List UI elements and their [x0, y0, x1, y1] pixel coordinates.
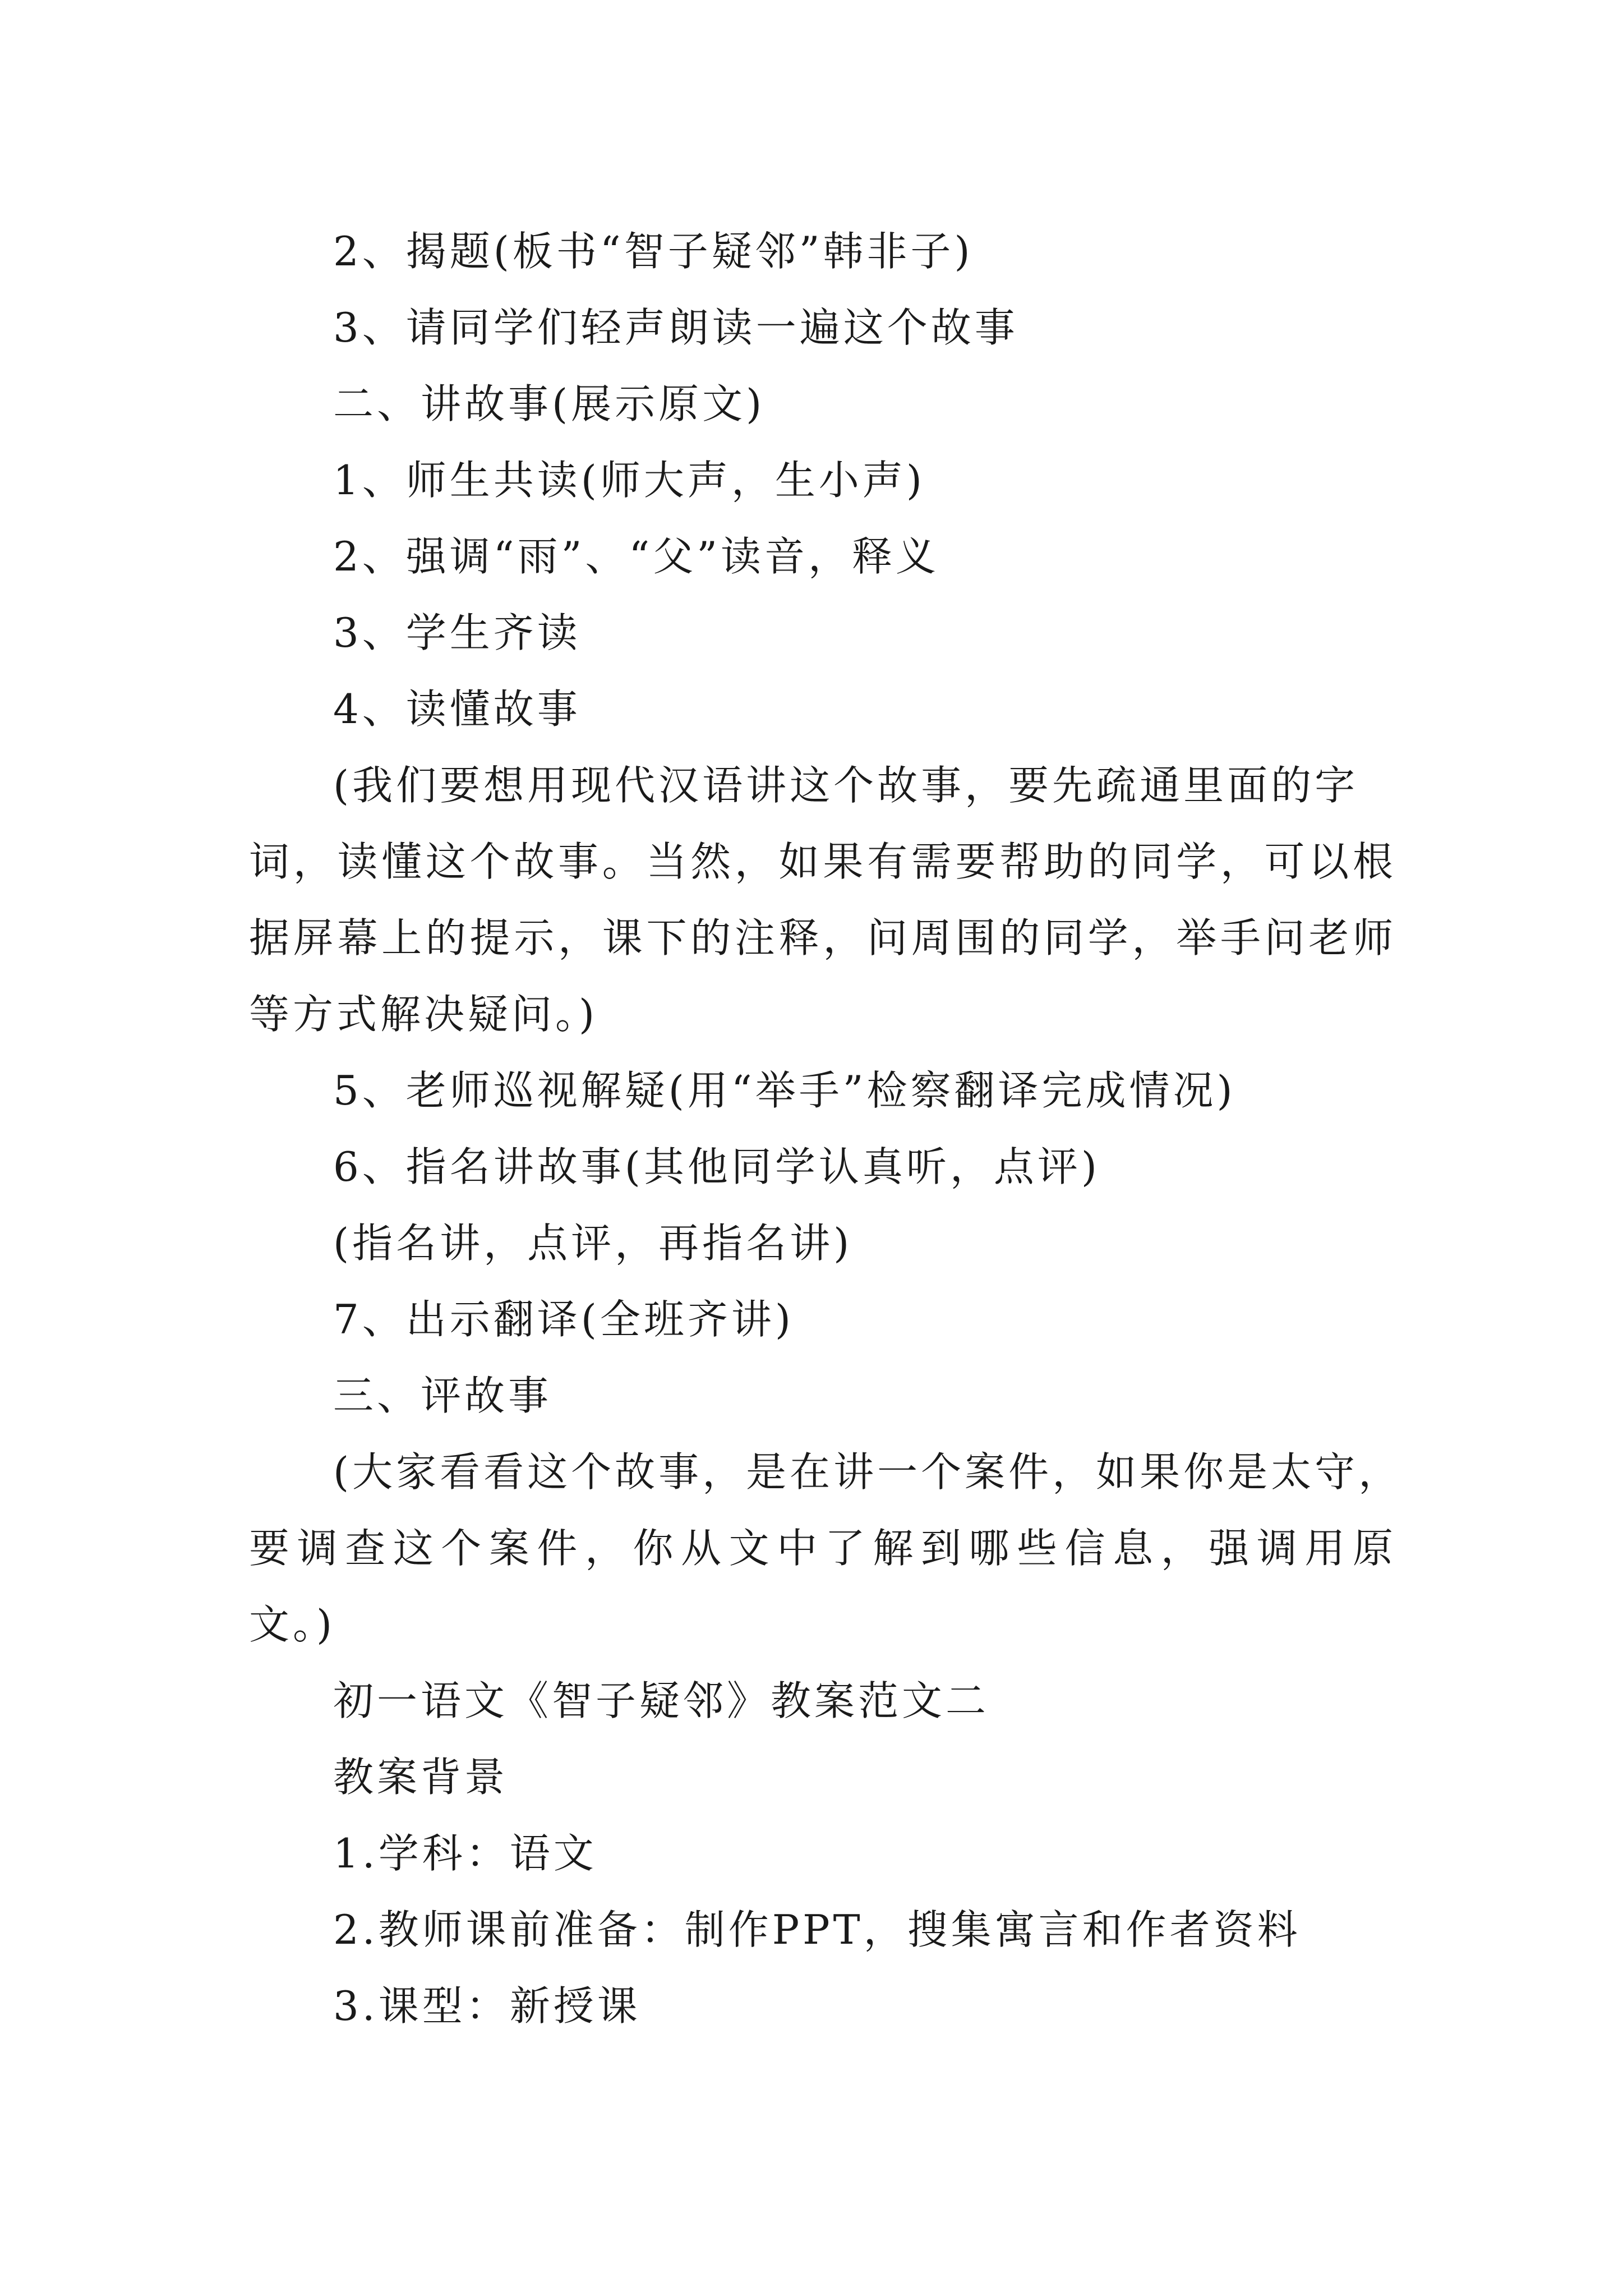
text-column [249, 213, 1403, 2044]
text-line: 3、学生齐读 [333, 609, 581, 656]
section-heading: 二、讲故事(展示原文) [333, 380, 766, 427]
text-line: 1.学科：语文 [333, 1830, 597, 1877]
paragraph-note-1 [249, 747, 1396, 1052]
document-subtitle: 初一语文《智子疑邻》教案范文二 [333, 1677, 990, 1724]
text-line: (指名讲，点评，再指名讲) [333, 1220, 853, 1267]
text-line: 6、指名讲故事(其他同学认真听，点评) [333, 1143, 1100, 1190]
text-line: 4、读懂故事 [333, 685, 581, 733]
text-line: 3.课型：新授课 [333, 1982, 641, 2030]
text-line: 7、出示翻译(全班齐讲) [333, 1296, 794, 1343]
section-heading: 三、评故事 [333, 1372, 552, 1419]
paragraph-line: (我们要想用现代汉语讲这个故事，要先疏通里面的字 [333, 762, 1359, 809]
text-line: 3、请同学们轻声朗读一遍这个故事 [333, 304, 1018, 351]
paragraph-line: 据屏幕上的提示，课下的注释，问周围的同学，举手问老师 [249, 914, 1396, 961]
paragraph-line: 词，读懂这个故事。当然，如果有需要帮助的同学，可以根 [249, 838, 1396, 885]
paragraph-line: (大家看看这个故事，是在讲一个案件，如果你是太守， [333, 1448, 1403, 1496]
text-line: 1、师生共读(师大声，生小声) [333, 457, 925, 504]
paragraph-line: 要调查这个案件，你从文中了解到哪些信息，强调用原 [249, 1525, 1396, 1572]
paragraph-line: 文。) [249, 1601, 336, 1648]
paragraph-note-2 [249, 1434, 1403, 1663]
paragraph-line: 等方式解决疑问。) [249, 991, 598, 1038]
text-line: 2、强调“雨”、“父”读音，释义 [333, 533, 940, 580]
text-line: 5、老师巡视解疑(用“举手”检察翻译完成情况) [333, 1067, 1236, 1114]
text-line: 2、揭题(板书“智子疑邻”韩非子) [333, 228, 974, 275]
text-line: 2.教师课前准备：制作PPT，搜集寓言和作者资料 [333, 1906, 1301, 1953]
section-heading: 教案背景 [333, 1754, 509, 1801]
